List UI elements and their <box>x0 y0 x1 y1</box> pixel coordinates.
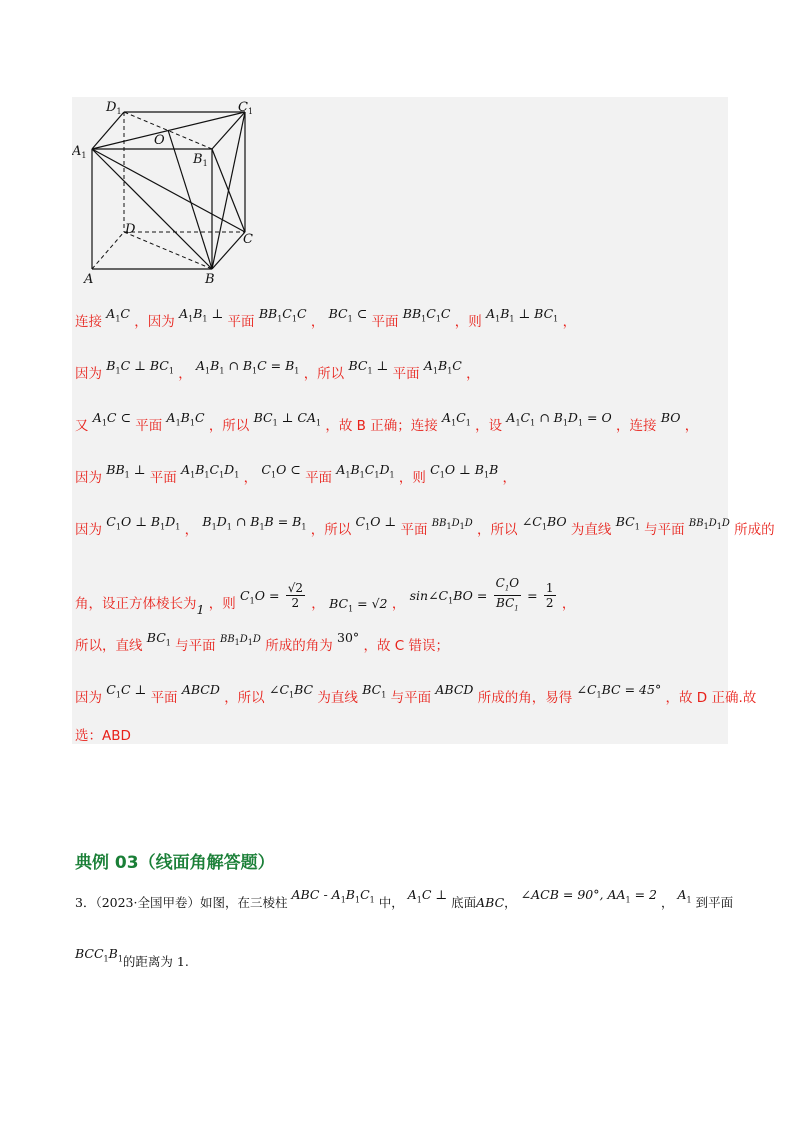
edge-b1-c1 <box>212 112 245 149</box>
question-line-2: $BCC_1B_1$的距离为 1. <box>75 946 189 969</box>
section-heading: 典例 03（线面角解答题） <box>75 853 275 873</box>
solution-line-9: 选：ABD <box>75 728 131 744</box>
label-b: B <box>205 272 215 287</box>
edge-a1-d1 <box>92 112 124 149</box>
label-o: O <box>154 133 165 148</box>
hidden-a-d <box>92 232 124 269</box>
label-d: D <box>125 222 136 237</box>
diag-b-o <box>168 130 212 269</box>
diag-b1-c <box>212 149 245 232</box>
label-c: C <box>243 232 253 247</box>
solution-line-5: 因为 $C_1O$ ⊥ $B_1D_1$ ， $B_1D_1$ ∩ $B_1B = B_1$ ，所以 $C_1O$ ⊥ 平面 $^{BB_1D_1D}$ ，所以 $\angle C_1BO$ 为直线 $BC_1$ 与平面 $^{BB_1D_1D}$ 所成的 <box>75 514 775 538</box>
diag-a1-b <box>92 149 212 269</box>
solution-line-6: 角，设正方体棱长为1 ，则 $C_1O$ = $\frac{√2}{2}$ ， $BC_1 = √2$ ， $\sin\angle C_1BO$ = $\frac{C_1O}{BC_1}$ = $\frac{1}{2}$ ， <box>75 576 576 617</box>
solution-line-2: 因为 $B_1C$ ⊥ $BC_1$ ， $A_1B_1$ ∩ $B_1C = B_1$ ，所以 $BC_1$ ⊥ 平面 $A_1B_1C$ ， <box>75 358 480 382</box>
solution-line-1: 连接 $A_1C$ ，因为 $A_1B_1$ ⊥ 平面 $BB_1C_1C$ ， $BC_1$ ⊂ 平面 $BB_1C_1C$ ，则 $A_1B_1$ ⊥ $BC_1$ ， <box>75 306 577 330</box>
hidden-d-b <box>124 232 212 269</box>
edge-b-c <box>212 232 245 269</box>
cube-figure <box>72 97 272 292</box>
label-a: A <box>84 272 94 287</box>
label-a1: $A_1$ <box>72 144 87 160</box>
question-line-1: 3．（2023·全国甲卷）如图，在三棱柱 ABC - $A_1B_1C_1$ 中， $A_1C$ ⊥ 底面ABC， ∠ACB = 90°, $AA_1 = 2$ ， $A_1$ 到平面 <box>75 887 734 910</box>
fraction-sqrt2-over-2: $\frac{√2}{2}$ <box>287 581 303 611</box>
label-d1: $D_1$ <box>106 100 122 116</box>
label-b1: $B_1$ <box>193 152 208 168</box>
solution-line-4: 因为 $BB_1$ ⊥ 平面 $A_1B_1C_1D_1$ ， $C_1O$ ⊂ 平面 $A_1B_1C_1D_1$ ，则 $C_1O$ ⊥ $B_1B$ ， <box>75 462 517 486</box>
solution-line-8: 因为 $C_1C$ ⊥ 平面 ABCD ，所以 $\angle C_1BC$ 为直线 $BC_1$ 与平面 ABCD 所成的角，易得 $\angle C_1BC = 45^\circ$ ，故 D 正确.故 <box>75 682 757 706</box>
solution-line-3: 又 $A_1C$ ⊂ 平面 $A_1B_1C$ ，所以 $BC_1$ ⊥ $CA_1$ ，故 B 正确；连接 $A_1C_1$ ，设 $A_1C_1$ ∩ $B_1D_1 = O$ ，连接 BO ， <box>75 410 699 434</box>
fraction-one-half: $\frac{1}{2}$ <box>545 581 554 611</box>
solution-line-7: 所以，直线 $BC_1$ 与平面 $^{BB_1D_1D}$ 所成的角为 30° ，故 C 错误； <box>75 630 449 654</box>
fraction-c1o-over-bc1: $\frac{C_1O}{BC_1}$ <box>495 576 520 613</box>
label-c1: $C_1$ <box>238 100 254 116</box>
